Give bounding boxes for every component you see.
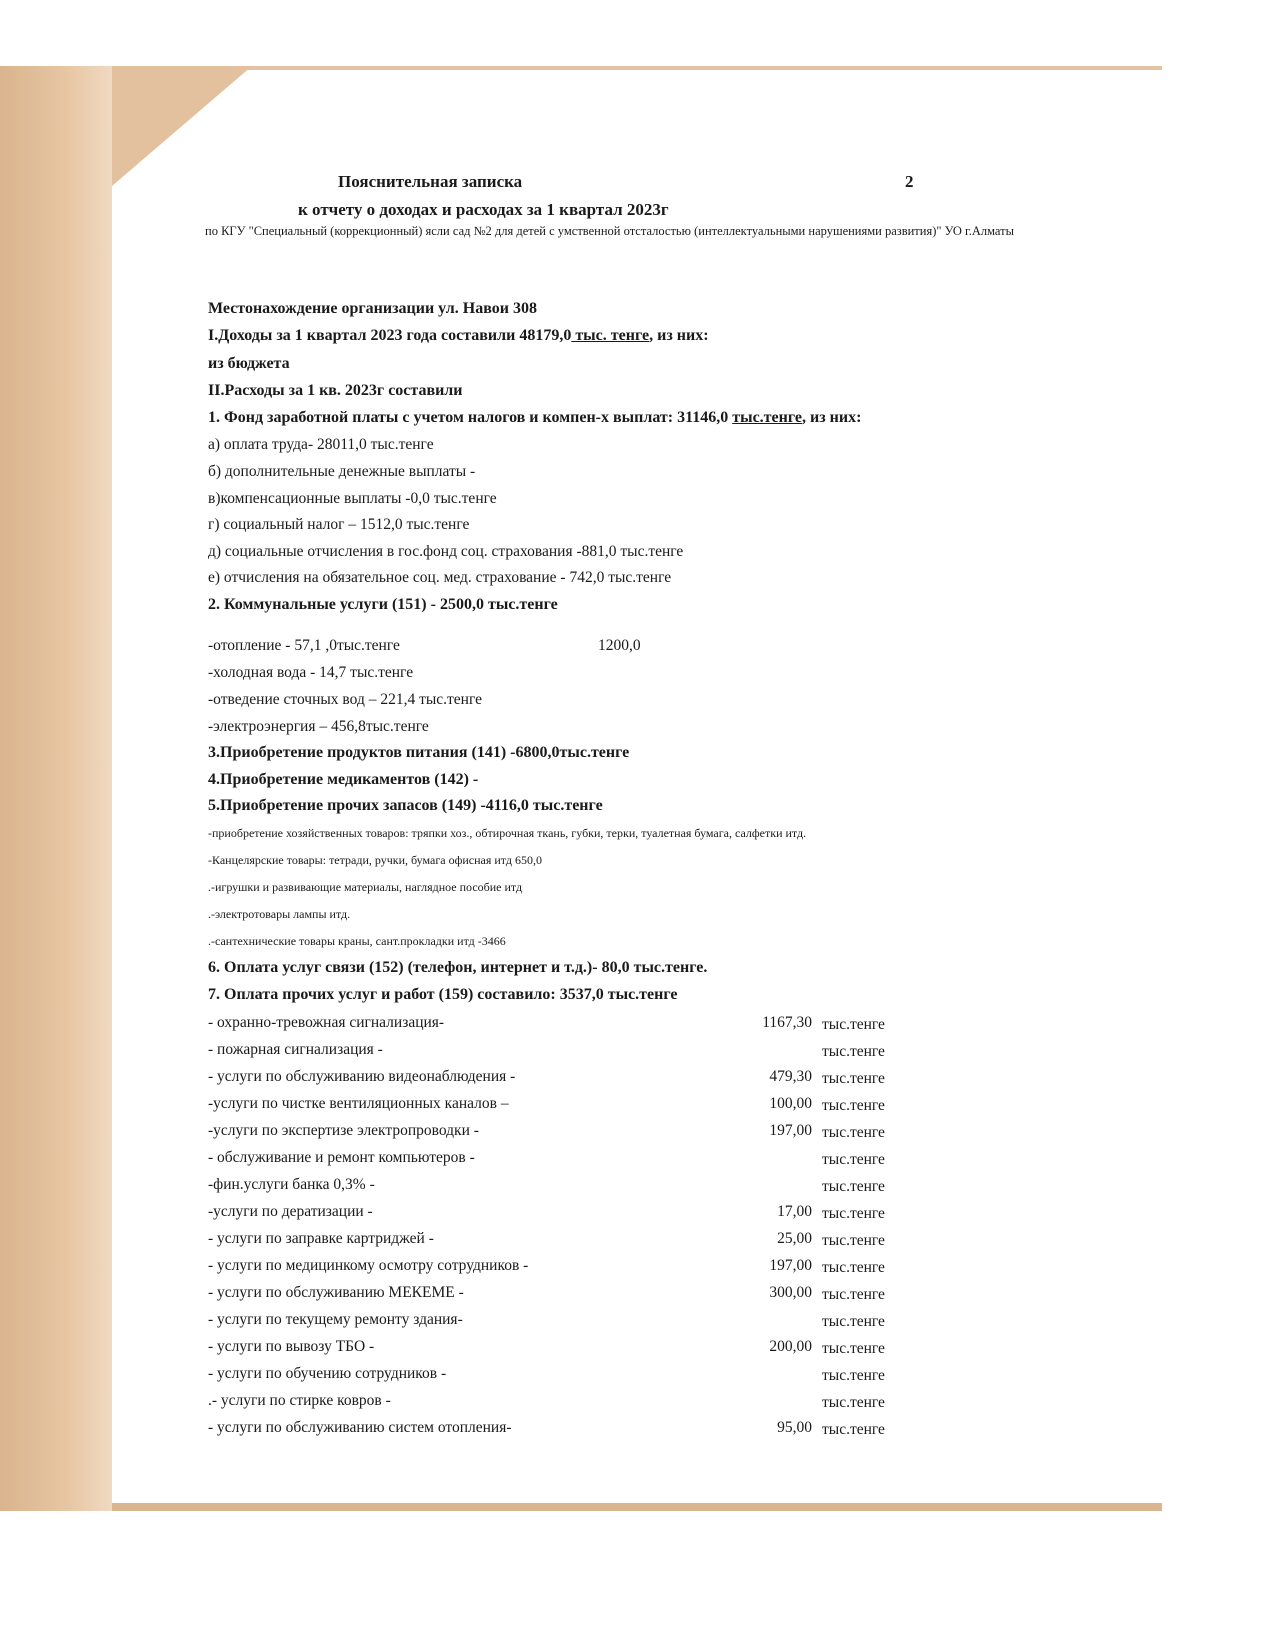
income-source: из бюджета (208, 355, 290, 372)
supplies-item: -Канцелярские товары: тетради, ручки, бумага офисная итд 650,0 (208, 853, 542, 867)
payroll-item: д) социальные отчисления в гос.фонд соц. страхования -881,0 тыс.тенге (208, 543, 684, 560)
service-label: - охранно-тревожная сигнализация- (208, 1014, 445, 1031)
service-label: -фин.услуги банка 0,3% - (208, 1176, 375, 1193)
service-label: - услуги по обучению сотрудников - (208, 1365, 447, 1382)
service-unit: тыс.тенге (822, 1367, 885, 1384)
payroll-item: е) отчисления на обязательное соц. мед. страхование - 742,0 тыс.тенге (208, 569, 672, 586)
payroll-item: г) социальный налог – 1512,0 тыс.тенге (208, 516, 470, 533)
service-unit: тыс.тенге (822, 1421, 885, 1438)
service-unit: тыс.тенге (822, 1070, 885, 1087)
supplies-item: .-игрушки и развивающие материалы, наглядное пособие итд (208, 880, 523, 894)
payroll-text: 1. Фонд заработной платы с учетом налогов и компен-х выплат: 31146,0 (208, 409, 733, 426)
income-unit: тыс. тенге (571, 327, 650, 344)
payroll-item: в)компенсационные выплаты -0,0 тыс.тенге (208, 490, 497, 507)
document-subtitle: к отчету о доходах и расходах за 1 квартал 2023г (298, 200, 669, 219)
payroll-item: а) оплата труда- 28011,0 тыс.тенге (208, 436, 434, 453)
service-label: .- услуги по стирке ковров - (208, 1392, 391, 1409)
service-unit: тыс.тенге (822, 1259, 885, 1276)
document-title: Пояснительная записка (338, 172, 523, 191)
service-label: - услуги по медицинкому осмотру сотрудников - (208, 1257, 529, 1274)
service-amount: 197,00 (769, 1122, 812, 1139)
supplies-heading: 5.Приобретение прочих запасов (149) -4116,0 тыс.тенге (208, 797, 603, 814)
services-heading: 7. Оплата прочих услуг и работ (159) составило: 3537,0 тыс.тенге (208, 986, 678, 1003)
table-surface-bottom (112, 1503, 1162, 1511)
service-amount: 95,00 (777, 1419, 812, 1436)
supplies-item: -приобретение хозяйственных товаров: тряпки хоз., обтирочная ткань, губки, терки, туалетная бумага, салфетки итд. (208, 826, 807, 840)
service-label: -услуги по дератизации - (208, 1203, 373, 1220)
service-unit: тыс.тенге (822, 1313, 885, 1330)
service-amount: 200,00 (769, 1338, 812, 1355)
service-unit: тыс.тенге (822, 1232, 885, 1249)
communication-line: 6. Оплата услуг связи (152) (телефон, интернет и т.д.)- 80,0 тыс.тенге. (208, 959, 708, 976)
service-amount: 100,00 (769, 1095, 812, 1112)
service-label: - услуги по заправке картриджей - (208, 1230, 434, 1247)
payroll-item: б) дополнительные денежные выплаты - (208, 463, 476, 480)
payroll-heading (208, 409, 861, 427)
service-label: - услуги по текущему ремонту здания- (208, 1311, 463, 1328)
service-amount: 300,00 (769, 1284, 812, 1301)
service-label: - обслуживание и ремонт компьютеров - (208, 1149, 475, 1166)
service-unit: тыс.тенге (822, 1043, 885, 1060)
service-label: - услуги по обслуживанию видеонаблюдения - (208, 1068, 516, 1085)
service-label: - услуги по вывозу ТБО - (208, 1338, 375, 1355)
income-suffix: , из них: (649, 327, 709, 344)
supplies-item: .-сантехнические товары краны, сант.прокладки итд -3466 (208, 934, 506, 948)
food-line: 3.Приобретение продуктов питания (141) -6800,0тыс.тенге (208, 744, 630, 761)
service-amount: 17,00 (777, 1203, 812, 1220)
organization-name: по КГУ "Специальный (коррекционный) ясли сад №2 для детей с умственной отсталостью (интеллектуальными нарушениями развития)" УО г.Алматы (205, 224, 1014, 238)
utilities-item: -отопление - 57,1 ,0тыс.тенге (208, 637, 400, 654)
income-text: I.Доходы за 1 квартал 2023 года составили 48179,0 (208, 327, 572, 344)
utilities-heading: 2. Коммунальные услуги (151) - 2500,0 тыс.тенге (208, 596, 558, 613)
service-unit: тыс.тенге (822, 1016, 885, 1033)
payroll-unit: тыс.тенге (732, 409, 803, 426)
service-unit: тыс.тенге (822, 1151, 885, 1168)
payroll-suffix: , из них: (802, 409, 862, 426)
service-label: -услуги по экспертизе электропроводки - (208, 1122, 479, 1139)
medicine-line: 4.Приобретение медикаментов (142) - (208, 771, 479, 788)
service-unit: тыс.тенге (822, 1178, 885, 1195)
service-amount: 1167,30 (762, 1014, 812, 1031)
utilities-item: -холодная вода - 14,7 тыс.тенге (208, 664, 414, 681)
service-label: - услуги по обслуживанию систем отопления- (208, 1419, 512, 1436)
utilities-item: -электроэнергия – 456,8тыс.тенге (208, 718, 429, 735)
utilities-item: -отведение сточных вод – 221,4 тыс.тенге (208, 691, 482, 708)
supplies-item: .-электротовары лампы итд. (208, 907, 351, 921)
service-label: - услуги по обслуживанию МЕКЕМЕ - (208, 1284, 464, 1301)
service-unit: тыс.тенге (822, 1124, 885, 1141)
service-unit: тыс.тенге (822, 1286, 885, 1303)
service-amount: 25,00 (777, 1230, 812, 1247)
expenses-heading: II.Расходы за 1 кв. 2023г составили (208, 382, 463, 399)
table-surface-left (0, 66, 112, 1511)
service-unit: тыс.тенге (822, 1340, 885, 1357)
service-amount: 197,00 (769, 1257, 812, 1274)
heating-extra-amount: 1200,0 (598, 637, 641, 654)
service-amount: 479,30 (769, 1068, 812, 1085)
income-line (208, 327, 709, 345)
service-unit: тыс.тенге (822, 1205, 885, 1222)
service-label: - пожарная сигнализация - (208, 1041, 383, 1058)
service-unit: тыс.тенге (822, 1394, 885, 1411)
page-number: 2 (905, 172, 914, 191)
service-unit: тыс.тенге (822, 1097, 885, 1114)
location-line: Местонахождение организации ул. Навои 308 (208, 300, 537, 317)
service-label: -услуги по чистке вентиляционных каналов – (208, 1095, 509, 1112)
